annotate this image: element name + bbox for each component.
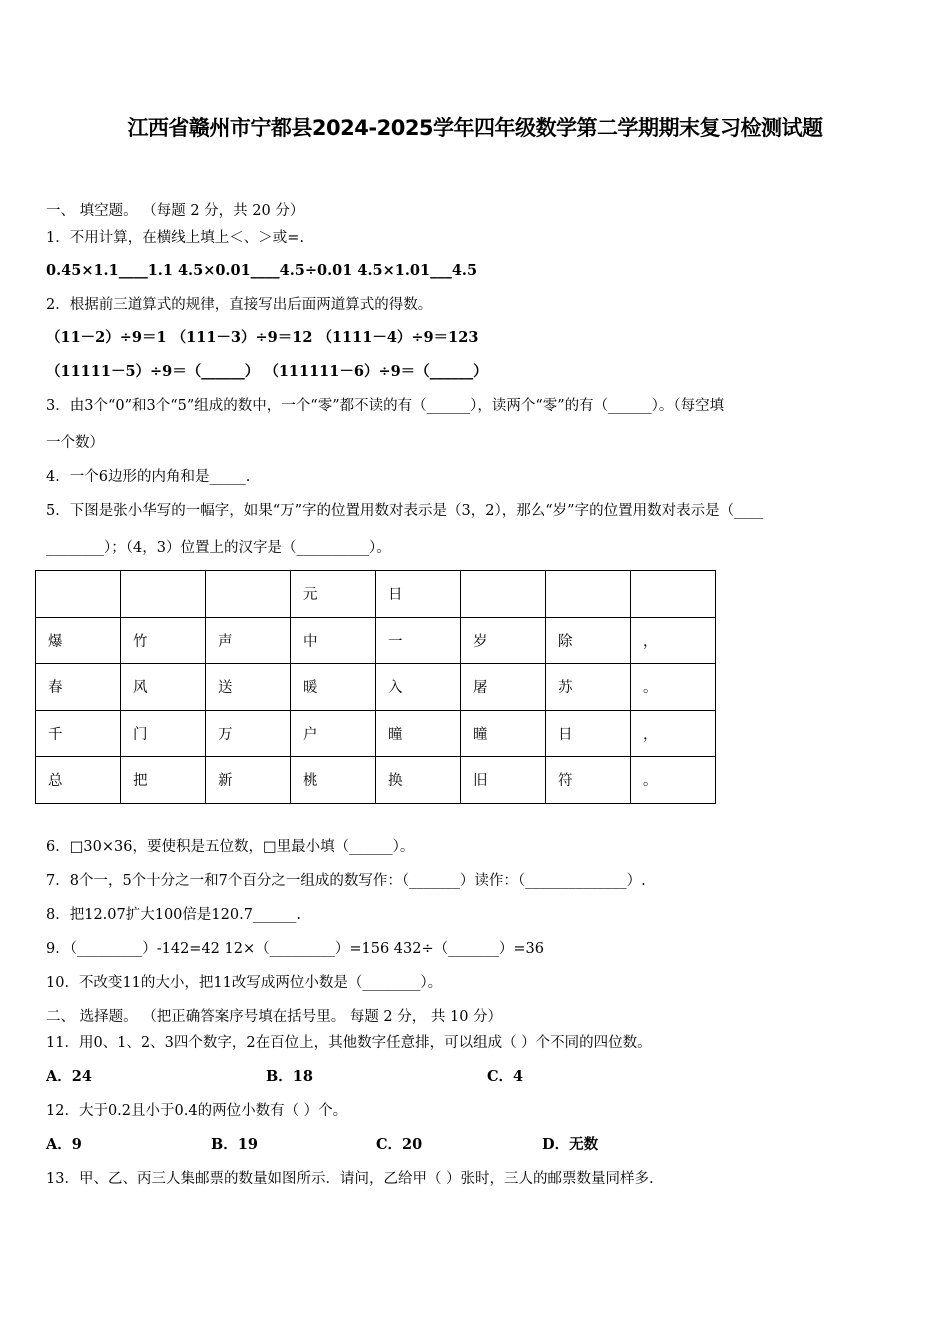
- grid-row: [36, 710, 716, 757]
- grid-cell: [121, 571, 206, 618]
- question-1-expressions: 0.45×1.1____1.1 4.5×0.01____4.5÷0.01 4.5×1.01___4.5: [46, 262, 478, 279]
- grid-cell: 元: [291, 571, 376, 618]
- grid-cell: 符: [546, 757, 631, 804]
- question-1: 1．不用计算，在横线上填上＜、＞或=.: [46, 230, 304, 246]
- question-9: 9．（_________）-142=42 12×（_________）=156 432÷（_______）=36: [46, 941, 544, 957]
- grid-cell: 春: [36, 664, 121, 711]
- grid-cell: 爆: [36, 617, 121, 664]
- question-11-option-a: A．24: [46, 1068, 92, 1085]
- grid-cell: ，: [631, 617, 716, 664]
- grid-cell: 中: [291, 617, 376, 664]
- section-1-header: 一、 填空题。 （每题 2 分，共 20 分）: [46, 203, 305, 219]
- grid-cell: 新: [206, 757, 291, 804]
- poem-grid: [35, 570, 716, 804]
- grid-cell: [36, 571, 121, 618]
- question-8: 8．把12.07扩大100倍是120.7______.: [46, 907, 302, 923]
- grid-row: [36, 664, 716, 711]
- grid-cell: 屠: [461, 664, 546, 711]
- grid-cell: 暖: [291, 664, 376, 711]
- grid-cell: [546, 571, 631, 618]
- grid-cell: 把: [121, 757, 206, 804]
- question-5-line-2: ________）；（4，3）位置上的汉字是（__________）。: [46, 540, 391, 556]
- grid-cell: 曈: [376, 710, 461, 757]
- grid-cell: 日: [376, 571, 461, 618]
- grid-cell: 桃: [291, 757, 376, 804]
- section-2-header: 二、 选择题。 （把正确答案序号填在括号里。 每题 2 分， 共 10 分）: [46, 1009, 503, 1025]
- question-2: 2．根据前三道算式的规律，直接写出后面两道算式的得数。: [46, 297, 433, 313]
- grid-cell: 竹: [121, 617, 206, 664]
- grid-cell: 一: [376, 617, 461, 664]
- question-11-option-b: B．18: [266, 1068, 313, 1085]
- grid-cell: 换: [376, 757, 461, 804]
- question-12: 12．大于0.2且小于0.4的两位小数有（ ）个。: [46, 1103, 348, 1119]
- question-2-examples: （11－2）÷9＝1 （111－3）÷9＝12 （1111－4）÷9＝123: [46, 329, 479, 346]
- question-6: 6．□30×36，要使积是五位数，□里最小填（______）。: [46, 839, 415, 855]
- grid-row: [36, 757, 716, 804]
- question-13: 13．甲、乙、丙三人集邮票的数量如图所示．请问，乙给甲（ ）张时，三人的邮票数量同样多.: [46, 1171, 654, 1187]
- grid-cell: 声: [206, 617, 291, 664]
- grid-cell: 旧: [461, 757, 546, 804]
- grid-cell: 送: [206, 664, 291, 711]
- question-12-option-d: D．无数: [542, 1136, 599, 1153]
- question-12-option-c: C．20: [376, 1136, 423, 1153]
- grid-cell: [461, 571, 546, 618]
- question-12-option-b: B．19: [211, 1136, 258, 1153]
- grid-cell: [206, 571, 291, 618]
- grid-cell: 岁: [461, 617, 546, 664]
- grid-cell: ，: [631, 710, 716, 757]
- grid-cell: 。: [631, 757, 716, 804]
- question-7: 7．8个一，5个十分之一和7个百分之一组成的数写作：（_______）读作：（______________）.: [46, 873, 646, 889]
- grid-cell: 入: [376, 664, 461, 711]
- grid-cell: 门: [121, 710, 206, 757]
- grid-row: [36, 571, 716, 618]
- grid-cell: 日: [546, 710, 631, 757]
- grid-cell: 风: [121, 664, 206, 711]
- grid-cell: [631, 571, 716, 618]
- question-12-option-a: A．9: [46, 1136, 82, 1153]
- grid-cell: 除: [546, 617, 631, 664]
- question-2-blanks: （11111－5）÷9＝（______） （111111－6）÷9＝（______）: [46, 363, 488, 380]
- question-11: 11．用0、1、2、3四个数字，2在百位上，其他数字任意排，可以组成（ ）个不同的四位数。: [46, 1035, 652, 1051]
- grid-cell: 总: [36, 757, 121, 804]
- grid-cell: 万: [206, 710, 291, 757]
- grid-cell: 千: [36, 710, 121, 757]
- grid-cell: 曈: [461, 710, 546, 757]
- question-3-line-2: 一个数）: [46, 435, 104, 451]
- grid-cell: 户: [291, 710, 376, 757]
- question-4: 4．一个6边形的内角和是_____.: [46, 469, 251, 485]
- grid-cell: 。: [631, 664, 716, 711]
- question-3-line-1: 3．由3个“0”和3个“5”组成的数中，一个“零”都不读的有（______），读两个“零”的有（______）。（每空填: [46, 398, 725, 414]
- grid-cell: 苏: [546, 664, 631, 711]
- question-11-option-c: C．4: [487, 1068, 524, 1085]
- grid-row: [36, 617, 716, 664]
- question-5-line-1: 5．下图是张小华写的一幅字，如果“万”字的位置用数对表示是（3，2），那么“岁”字的位置用数对表示是（____: [46, 503, 764, 519]
- page-title: 江西省赣州市宁都县2024-2025学年四年级数学第二学期期末复习检测试题: [127, 116, 823, 140]
- question-10: 10．不改变11的大小，把11改写成两位小数是（________）。: [46, 975, 443, 991]
